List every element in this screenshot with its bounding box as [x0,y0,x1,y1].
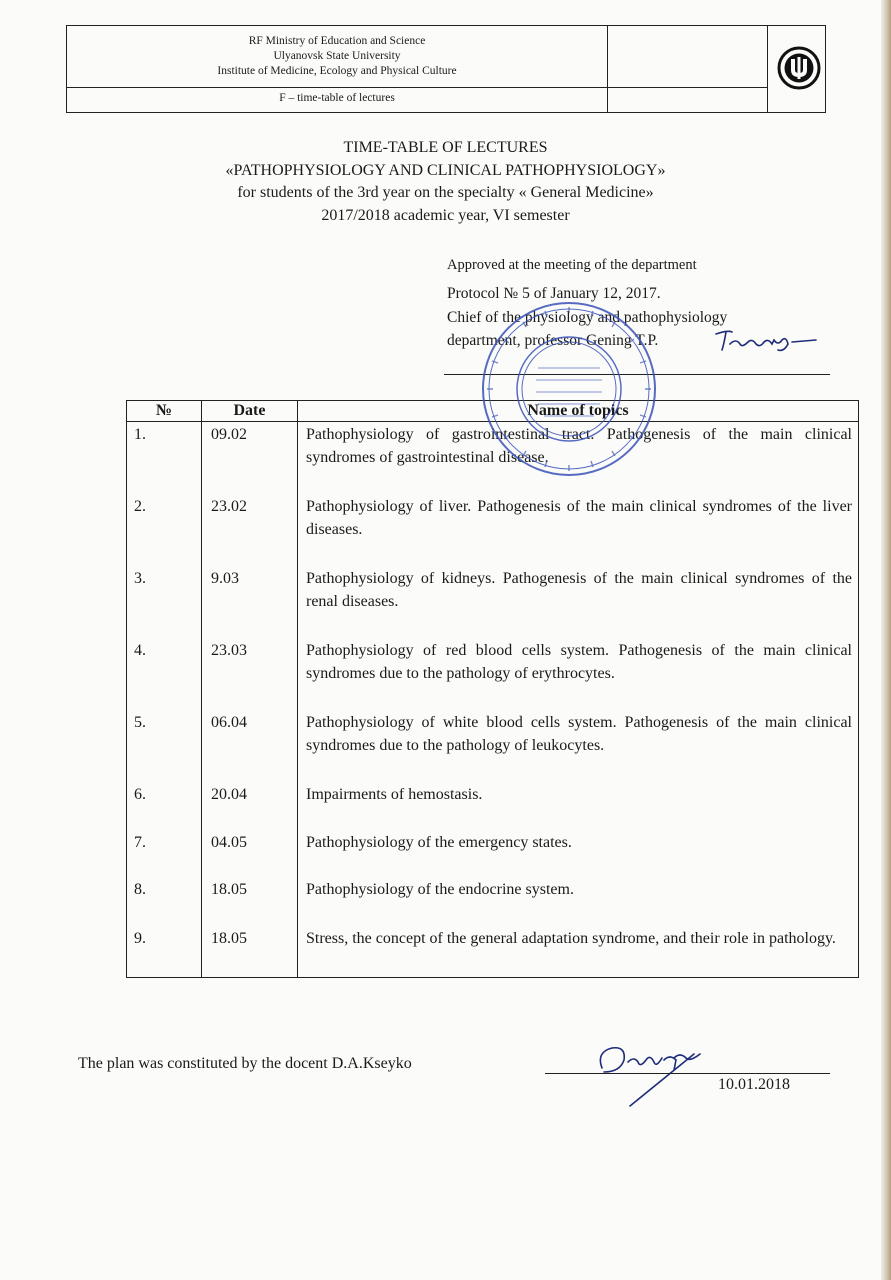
chief-signature-icon [712,326,822,358]
plan-date: 10.01.2018 [718,1076,790,1093]
author-signature-icon [590,1040,720,1112]
protocol-line: Protocol № 5 of January 12, 2017. [447,285,661,302]
lecture-number: 7. [127,830,202,877]
table-row [127,494,859,566]
lecture-date: 23.02 [202,494,298,566]
header-institution [67,34,607,79]
lecture-topic: Pathophysiology of liver. Pathogenesis of the main clinical syndromes of the liver diseases. [298,494,859,566]
approval-line: Approved at the meeting of the department [447,257,697,273]
lecture-number: 9. [127,926,202,978]
university-logo-icon [777,46,821,90]
academic-year: 2017/2018 academic year, VI semester [321,206,570,224]
document-title [0,137,891,227]
lecture-number: 5. [127,710,202,782]
lecture-number: 1. [127,422,202,494]
header-divider [767,26,768,112]
course-name: «PATHOPHYSIOLOGY AND CLINICAL PATHOPHYSIOLOGY» [225,161,666,179]
lecture-topic: Pathophysiology of the emergency states. [298,830,859,877]
ministry-name: RF Ministry of Education and Science [248,35,426,47]
column-header-topic: Name of topics [298,401,859,422]
chief-line: department, professor Gening T.P. [447,332,659,349]
lecture-date: 20.04 [202,782,298,830]
university-name: Ulyanovsk State University [273,50,401,62]
document-header [66,25,826,113]
column-header-date: Date [202,401,298,422]
table-row [127,566,859,638]
lecture-topic: Pathophysiology of kidneys. Pathogenesis of the main clinical syndromes of the renal diseases. [298,566,859,638]
lecture-date: 04.05 [202,830,298,877]
table-row [127,710,859,782]
header-divider [607,26,608,112]
column-header-number: № [127,401,202,422]
table-row [127,638,859,710]
lecture-date: 18.05 [202,877,298,926]
lecture-topic: Pathophysiology of red blood cells system. Pathogenesis of the main clinical syndromes due to the pathology of erythrocytes. [298,638,859,710]
department-stamp-icon [478,298,660,480]
lecture-number: 2. [127,494,202,566]
lecture-number: 4. [127,638,202,710]
table-row [127,877,859,926]
lecture-topic: Stress, the concept of the general adaptation syndrome, and their role in pathology. [298,926,859,978]
lecture-date: 9.03 [202,566,298,638]
title-line: for students of the 3rd year on the specialty « General Medicine» [237,184,654,201]
approval-line: Chief of the physiology and pathophysiology [447,309,728,326]
lecture-topic: Pathophysiology of the endocrine system. [298,877,859,926]
signature-underline [545,1073,830,1074]
header-divider [67,87,767,88]
lecture-topic: Impairments of hemostasis. [298,782,859,830]
lecture-date: 09.02 [202,422,298,494]
plan-author: The plan was constituted by the docent D.A.Kseyko [78,1055,412,1072]
lecture-number: 8. [127,877,202,926]
institute-name: Institute of Medicine, Ecology and Physical Culture [217,65,457,77]
lecture-date: 18.05 [202,926,298,978]
lecture-date: 06.04 [202,710,298,782]
form-name: F – time-table of lectures [279,92,395,104]
lecture-number: 6. [127,782,202,830]
title-line: TIME-TABLE OF LECTURES [343,139,548,156]
table-row [127,926,859,978]
lecture-number: 3. [127,566,202,638]
lecture-topic: Pathophysiology of gastrointestinal tract. Pathogenesis of the main clinical syndromes of gastrointestinal disease. [298,422,859,494]
lecture-topic: Pathophysiology of white blood cells system. Pathogenesis of the main clinical syndromes due to the pathology of leukocytes. [298,710,859,782]
lecture-table [126,400,859,978]
table-row [127,782,859,830]
lecture-date: 23.03 [202,638,298,710]
table-row [127,830,859,877]
